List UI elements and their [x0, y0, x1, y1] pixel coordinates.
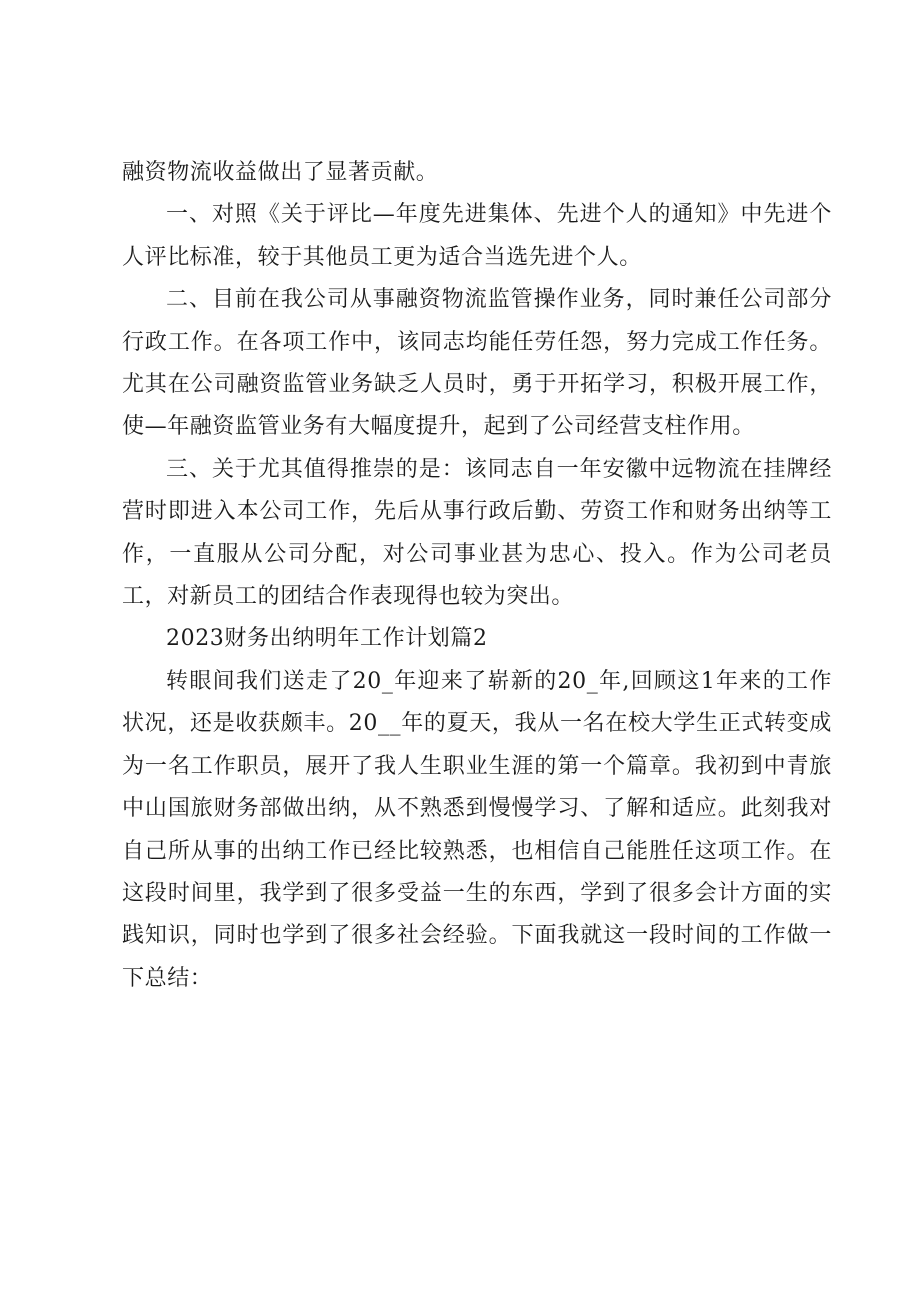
paragraph-item-one: 一、对照《关于评比—年度先进集体、先进个人的通知》中先进个人评比标准，较于其他员工更为适合当选先进个人。: [122, 202, 832, 270]
paragraph-summary-intro: 转眼间我们送走了20_年迎来了崭新的20_年,回顾这1年来的工作状况，还是收获颇丰。20__年的夏天，我从一名在校大学生正式转变成为一名工作职员，展开了我人生职业生涯的第一个篇章。我初到中青旅中山国旅财务部做出纳，从不熟悉到慢慢学习、了解和适应。此刻我对自己所从事的出纳工作已经比较熟悉，也相信自己能胜任这项工作。在这段时间里，我学到了很多受益一生的东西，学到了很多会计方面的实践知识，同时也学到了很多社会经验。下面我就这一段时间的工作做一下总结：: [122, 668, 832, 991]
document-body: [122, 152, 832, 1000]
section-heading: 2023财务出纳明年工作计划篇2: [166, 626, 488, 652]
paragraph-continuation: 融资物流收益做出了显著贡献。: [122, 160, 439, 185]
paragraph-item-two: 二、目前在我公司从事融资物流监管操作业务，同时兼任公司部分行政工作。在各项工作中，该同志均能任劳任怨，努力完成工作任务。尤其在公司融资监管业务缺乏人员时，勇于开拓学习，积极开展工作，使—年融资监管业务有大幅度提升，起到了公司经营支柱作用。: [122, 287, 832, 440]
paragraph-item-three: 三、关于尤其值得推崇的是：该同志自一年安徽中远物流在挂牌经营时即进入本公司工作，先后从事行政后勤、劳资工作和财务出纳等工作，一直服从公司分配，对公司事业甚为忠心、投入。作为公司老员工，对新员工的团结合作表现得也较为突出。: [122, 456, 832, 610]
